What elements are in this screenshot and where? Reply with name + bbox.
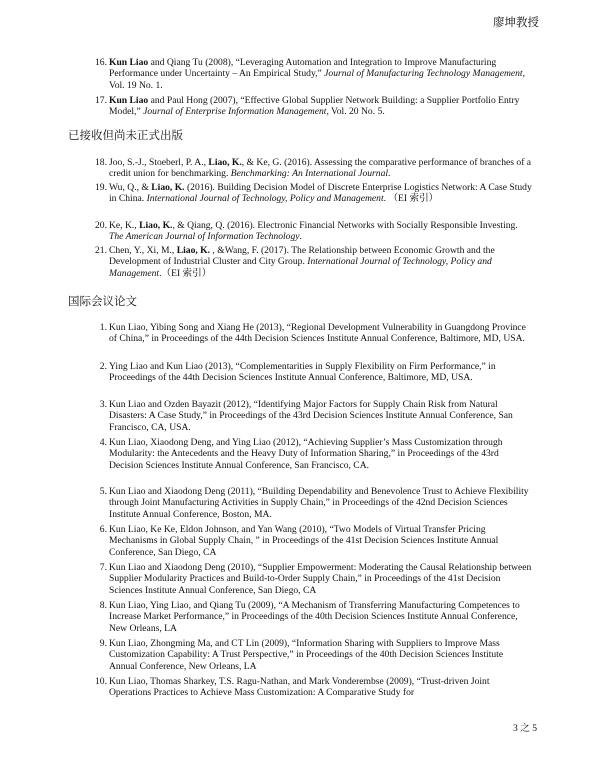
conference-item-1 bbox=[99, 322, 532, 345]
accepted-item-18 bbox=[95, 157, 532, 180]
citation-text: Kun Liao, Thomas Sharkey, T.S. Ragu-Nathan, and Mark Vonderembse (2009), “Trust-driven Joint Operations Practices to Achieve Mass Customization: A Comparative Study for bbox=[109, 676, 490, 699]
journal-item-17 bbox=[95, 95, 532, 118]
citation-text: Joo, S.-J., Stoeberl, P. A., Liao, K., & Ke, G. (2016). Assessing the comparative performance of branches of a credit union for benchmarking. Benchmarking: An International Journal. bbox=[109, 157, 532, 180]
conference-item-8 bbox=[99, 600, 532, 634]
conference-item-9 bbox=[99, 638, 532, 672]
item-number: 9. bbox=[99, 638, 107, 649]
item-number: 21. bbox=[95, 245, 107, 256]
citation-text: Kun Liao and Ozden Bayazit (2012), “Identifying Major Factors for Supply Chain Risk from Natural Disasters: A Case Study,” in Proceedings of the 43rd Decision Sciences Institute Annual Conference, San Francisco, CA, USA. bbox=[109, 399, 513, 433]
conference-item-6 bbox=[99, 524, 532, 558]
accepted-item-19 bbox=[95, 182, 532, 205]
citation-text: Kun Liao and Qiang Tu (2008), “Leveraging Automation and Integration to Improve Manufacturing Performance under Uncertainty – An Empirical Study,” Journal of Manufacturing Technology Management, Vol. 19 No. 1. bbox=[109, 57, 526, 91]
item-number: 17. bbox=[95, 95, 107, 106]
citation-text: Wu, Q., & Liao, K. (2016). Building Decision Model of Discrete Enterprise Logistics Network: A Case Study in China. International Journal of Technology, Policy and Management. （EI 索引） bbox=[109, 182, 532, 205]
page-number: 3 之 5 bbox=[513, 723, 537, 734]
section-title-accepted: 已接收但尚未正式出版 bbox=[68, 128, 183, 142]
item-number: 3. bbox=[99, 399, 107, 410]
item-number: 1. bbox=[99, 322, 107, 333]
accepted-item-21 bbox=[95, 245, 532, 279]
journal-name: Journal of Enterprise Information Management bbox=[143, 106, 327, 118]
citation-text: Kun Liao, Ying Liao, and Qiang Tu (2009), “A Mechanism of Transferring Manufacturing Competences to Increase Market Performance,” in Proceedings of the 40th Decision Sciences Institute Annual Conference, New Orleans, LA bbox=[109, 600, 520, 634]
citation-text: Kun Liao, Ke Ke, Eldon Johnson, and Yan Wang (2010), “Two Models of Virtual Transfer Pricing Mechanisms in Global Supply Chain, ” in Proceedings of the 41st Decision Sciences Institute Annual Conference, San Diego, CA bbox=[109, 524, 499, 558]
journal-name: Benchmarking: An International Journal bbox=[230, 168, 389, 180]
citation-text: Ying Liao and Kun Liao (2013), “Complementarities in Supply Flexibility on Firm Performance,” in Proceedings of the 44th Decision Sciences Institute Annual Conference, Baltimore, MD, USA. bbox=[109, 361, 496, 384]
author-highlight: Liao, K. bbox=[139, 220, 173, 231]
author-highlight: Kun Liao bbox=[109, 95, 149, 106]
conference-item-4 bbox=[99, 437, 532, 471]
author-highlight: Kun Liao bbox=[109, 57, 149, 68]
citation-text: Kun Liao and Xiaodong Deng (2011), “Building Dependability and Benevolence Trust to Achieve Flexibility through Joint Manufacturing Activities in Supply Chain,” in Proceedings of the 42nd Decision Sciences Institute Annual Conference, Boston, MA. bbox=[109, 486, 529, 520]
item-number: 8. bbox=[99, 600, 107, 611]
author-highlight: Liao, K. bbox=[208, 157, 242, 168]
journal-item-16 bbox=[95, 57, 532, 91]
item-number: 2. bbox=[99, 361, 107, 372]
header-name: 廖坤教授 bbox=[493, 15, 539, 29]
journal-name: International Journal of Technology, Policy and Management bbox=[146, 193, 384, 205]
conference-item-2 bbox=[99, 361, 532, 384]
accepted-item-20 bbox=[95, 220, 532, 243]
citation-text: Kun Liao, Xiaodong Deng, and Ying Liao (2012), “Achieving Supplier’s Mass Customization through Modularity: the Antecedents and the Heavy Duty of Information Sharing,” in Proceedings of the 43rd Decision Sciences Institute Annual Conference, San Francisco, CA. bbox=[109, 437, 503, 471]
item-number: 19. bbox=[95, 182, 107, 193]
citation-text: Kun Liao and Paul Hong (2007), “Effective Global Supplier Network Building: a Supplier Portfolio Entry Model,” Journal of Enterprise Information Management, Vol. 20 No. 5. bbox=[109, 95, 520, 118]
item-number: 5. bbox=[99, 486, 107, 497]
author-highlight: Liao, K. bbox=[151, 182, 185, 193]
item-number: 7. bbox=[99, 562, 107, 573]
item-number: 18. bbox=[95, 157, 107, 168]
author-highlight: Liao, K. bbox=[176, 245, 211, 256]
citation-text: Ke, K., Liao, K., & Qiang, Q. (2016). Electronic Financial Networks with Socially Responsible Investing. The American Journal of Information Technology. bbox=[109, 220, 518, 243]
conference-item-3 bbox=[99, 399, 532, 433]
citation-text: Kun Liao, Yibing Song and Xiang He (2013), “Regional Development Vulnerability in Guangdong Province of China,” in Proceedings of the 44th Decision Sciences Institute Annual Conference, Baltimore, MD, USA. bbox=[109, 322, 526, 345]
journal-name: The American Journal of Information Technology bbox=[109, 231, 300, 243]
citation-text: Chen, Y., Xi, M., Liao, K. , &Wang, F. (2017). The Relationship between Economic Growth and the Development of Industrial Cluster and City Group. International Journal of Technology, Policy and Management.（EI 索引） bbox=[109, 245, 495, 279]
conference-item-7 bbox=[99, 562, 532, 596]
section-title-conference: 国际会议论文 bbox=[68, 294, 137, 308]
conference-item-10 bbox=[95, 676, 532, 699]
item-number: 10. bbox=[95, 676, 107, 687]
item-number: 6. bbox=[99, 524, 107, 535]
item-number: 20. bbox=[95, 220, 107, 231]
journal-name: International Journal of Technology, Policy and Management bbox=[109, 256, 492, 279]
item-number: 4. bbox=[99, 437, 107, 448]
journal-name: Journal of Manufacturing Technology Management bbox=[324, 68, 523, 80]
conference-item-5 bbox=[99, 486, 532, 520]
citation-text: Kun Liao and Xiaodong Deng (2010), “Supplier Empowerment: Moderating the Causal Relationship between Supplier Modularity Practices and Build-to-Order Supply Chain,” in Proceedings of the 41st Decision Sciences Institute Annual Conference, San Diego, CA bbox=[109, 562, 532, 596]
citation-text: Kun Liao, Zhongming Ma, and CT Lin (2009), “Information Sharing with Suppliers to Improve Mass Customization Capability: A Trust Perspective,” in Proceedings of the 40th Decision Sciences Institute Annual Conference, New Orleans, LA bbox=[109, 638, 504, 672]
item-number: 16. bbox=[95, 57, 107, 68]
